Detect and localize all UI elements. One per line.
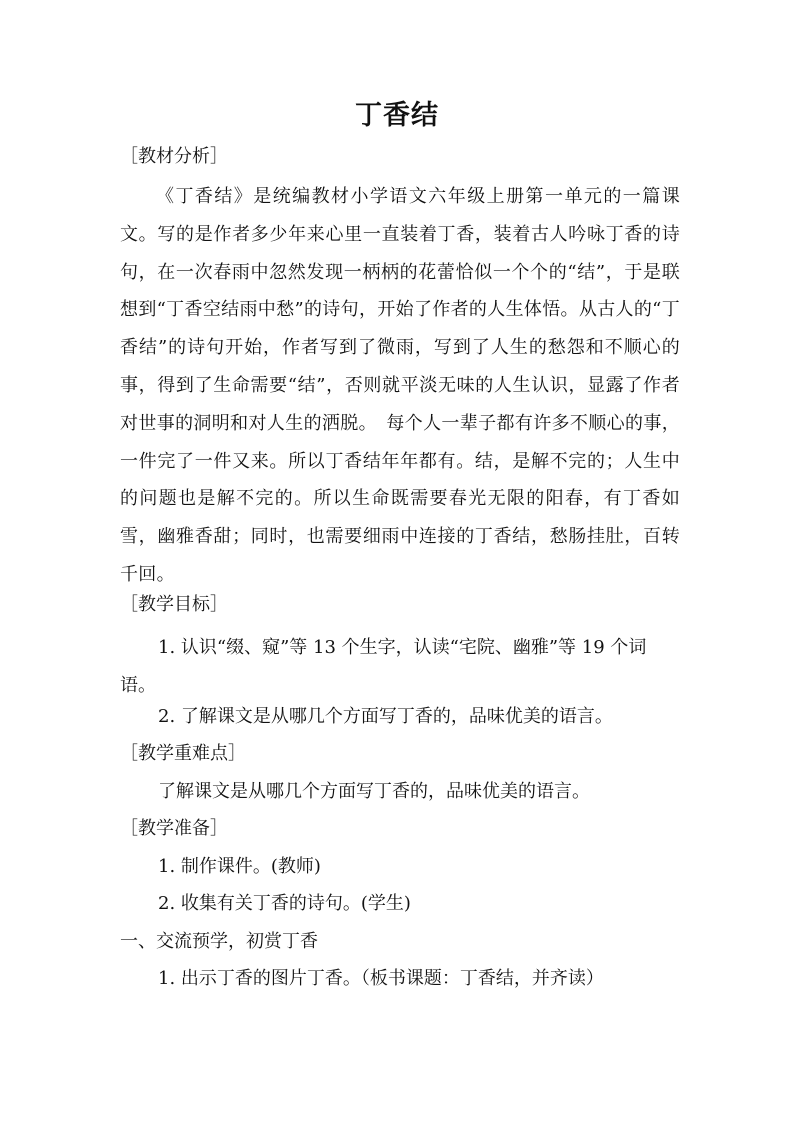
step1-item-1: 1. 出示丁香的图片丁香。（板书课题：丁香结，并齐读）	[158, 968, 604, 989]
analysis-paragraph: 《丁香结》是统编教材小学语文六年级上册第一单元的一篇课文。写的是作者多少年来心里一直装着丁香，装着古人吟咏丁香的诗句，在一次春雨中忽然发现一柄柄的花蕾恰似一个个的“结”，于是联想到“丁香空结雨中愁”的诗句，开始了作者的人生体悟。从古人的“丁香结”的诗句开始，作者写到了微雨，写到了人生的愁怨和不顺心的事，得到了生命需要“结”，否则就平淡无味的人生认识，显露了作者对世事的洞明和对人生的洒脱。 每个人一辈子都有许多不顺心的事，一件完了一件又来。所以丁香结年年都有。结，是解不完的；人生中的问题也是解不完的。所以生命既需要春光无限的阳春，有丁香如雪，幽雅香甜；同时，也需要细雨中连接的丁香结，愁肠挂肚，百转千回。	[120, 186, 680, 585]
section-heading-analysis: ［教材分析］	[120, 146, 228, 167]
preparation-item-1: 1. 制作课件。(教师)	[158, 856, 321, 877]
section-heading-preparation: ［教学准备］	[120, 818, 228, 839]
goal-item-1: 1. 认识“缀、窥”等 13 个生字，认读“宅院、幽雅”等 19 个词语。	[120, 637, 647, 696]
section-heading-key-points: ［教学重难点］	[120, 743, 246, 764]
key-points-text: 了解课文是从哪几个方面写丁香的，品味优美的语言。	[158, 781, 590, 802]
preparation-item-2: 2. 收集有关丁香的诗句。(学生)	[158, 893, 411, 914]
page-title: 丁香结	[355, 100, 439, 131]
section-heading-step1: 一、交流预学，初赏丁香	[120, 931, 318, 952]
goal-item-2: 2. 了解课文是从哪几个方面写丁香的，品味优美的语言。	[158, 706, 613, 727]
section-heading-goals: ［教学目标］	[120, 594, 228, 615]
